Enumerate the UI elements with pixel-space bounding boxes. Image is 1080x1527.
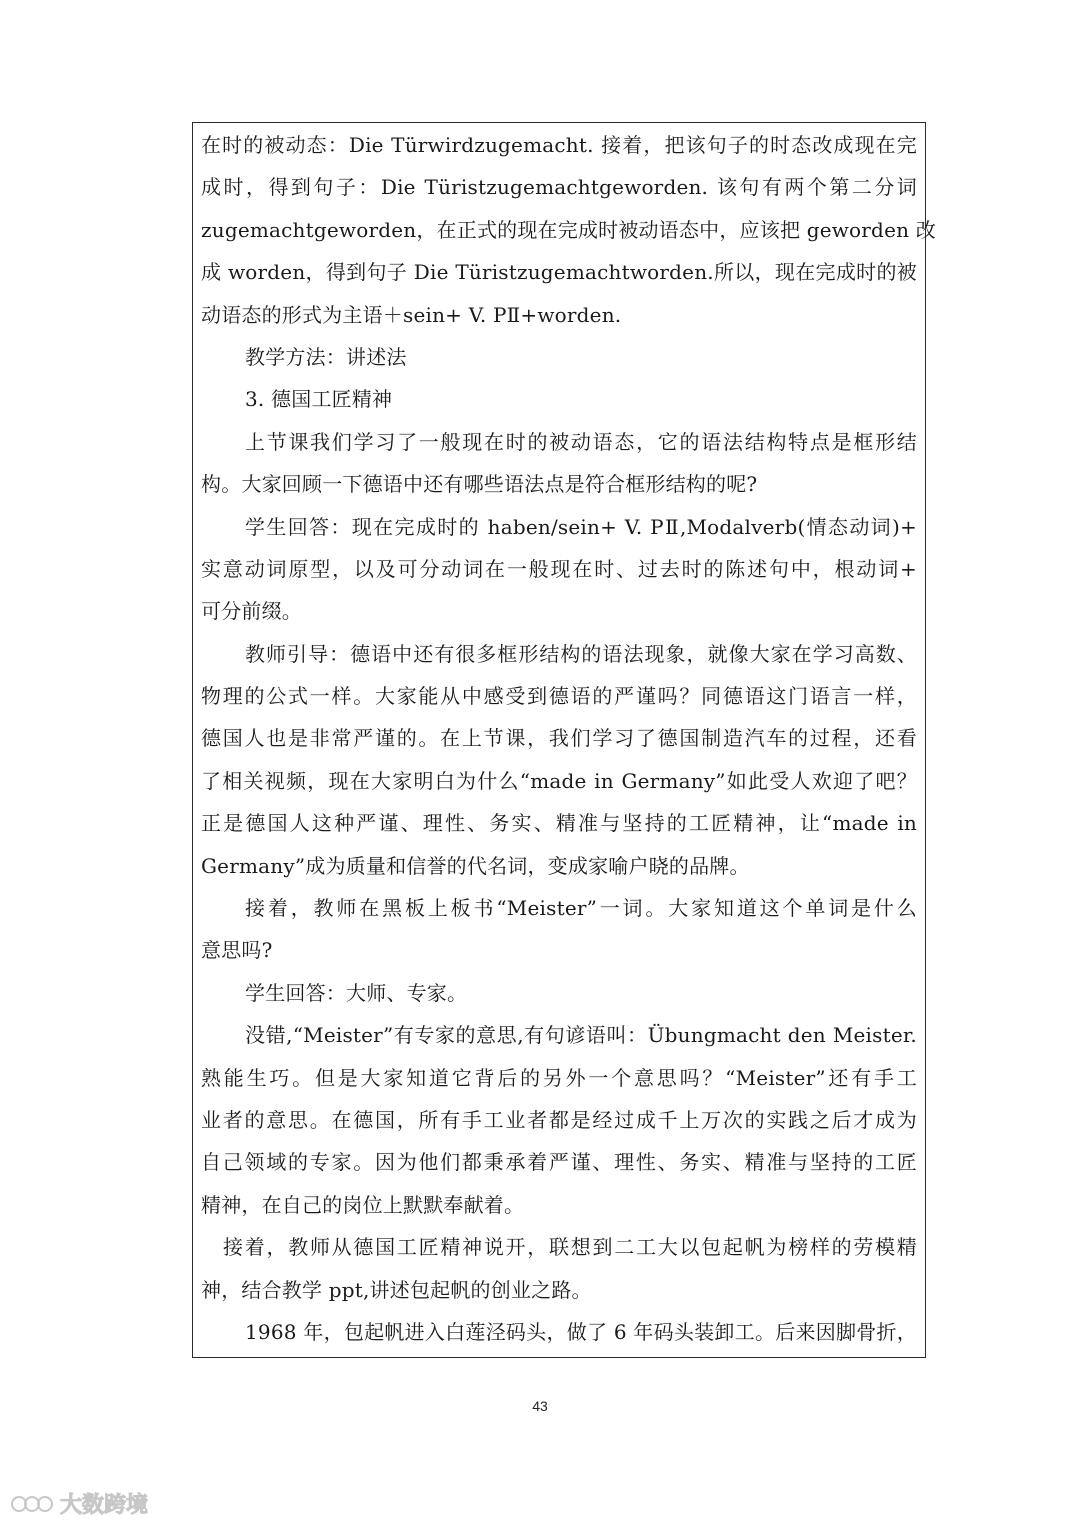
text-line: zugemachtgeworden，在正式的现在完成时被动语态中，应该把 geworden 改 [201, 217, 936, 242]
text-line: 物理的公式一样。大家能从中感受到德语的严谨吗？同德语这门语言一样， [201, 684, 917, 709]
text-line: 成 worden，得到句子 Die Türistzugemachtworden.所以，现在完成时的被 [201, 260, 917, 285]
watermark-logo-icon [10, 1491, 56, 1517]
text-line: 业者的意思。在德国，所有手工业者都是经过成千上万次的实践之后才成为 [201, 1107, 917, 1132]
text-line: 学生回答：现在完成时的 haben/sein+ V. PⅡ,Modalverb(情态动词)+ [245, 514, 917, 539]
text-line: 在时的被动态：Die Türwirdzugemacht. 接着，把该句子的时态改成现在完 [201, 133, 917, 157]
page-number: 43 [532, 1398, 548, 1414]
text-line: 构。大家回顾一下德语中还有哪些语法点是符合框形结构的呢? [201, 472, 758, 497]
text-line: 上节课我们学习了一般现在时的被动语态，它的语法结构特点是框形结 [245, 429, 917, 454]
text-line: 教师引导：德语中还有很多框形结构的语法现象，就像大家在学习高数、 [245, 641, 917, 666]
text-line: 意思吗? [201, 938, 273, 963]
text-line: 成时，得到句子：Die Türistzugemachtgeworden. 该句有两个第二分词 [201, 175, 917, 200]
text-line: 1968 年，包起帆进入白莲泾码头，做了 6 年码头装卸工。后来因脚骨折， [245, 1319, 917, 1344]
text-line: 实意动词原型，以及可分动词在一般现在时、过去时的陈述句中，根动词+ [201, 556, 917, 581]
text-line: 接着，教师在黑板上板书“Meister”一词。大家知道这个单词是什么 [245, 896, 917, 921]
text-line: 自己领域的专家。因为他们都秉承着严谨、理性、务实、精准与坚持的工匠 [201, 1150, 917, 1175]
text-line: Germany”成为质量和信誉的代名词，变成家喻户晓的品牌。 [201, 853, 750, 878]
text-line: 学生回答：大师、专家。 [245, 980, 468, 1005]
text-line: 正是德国人这种严谨、理性、务实、精准与坚持的工匠精神，让“made in [201, 811, 917, 836]
text-line: 接着，教师从德国工匠精神说开，联想到二工大以包起帆为榜样的劳模精 [223, 1235, 917, 1260]
watermark-text: 大数跨境 [60, 1493, 149, 1518]
teaching-method-line: 教学方法：讲述法 [245, 344, 407, 369]
text-line: 精神，在自己的岗位上默默奉献着。 [201, 1192, 525, 1217]
text-line: 可分前缀。 [201, 599, 302, 624]
text-line: 没错,“Meister”有专家的意思,有句谚语叫：Übungmacht den Meister. [245, 1023, 917, 1048]
text-line: 德国人也是非常严谨的。在上节课，我们学习了德国制造汽车的过程，还看 [201, 726, 917, 751]
text-line: 神，结合教学 ppt,讲述包起帆的创业之路。 [201, 1277, 592, 1302]
text-line: 了相关视频，现在大家明白为什么“made in Germany”如此受人欢迎了吧？ [201, 768, 917, 793]
watermark [10, 1488, 148, 1519]
text-line: 熟能生巧。但是大家知道它背后的另外一个意思吗？“Meister”还有手工 [201, 1065, 917, 1090]
section-heading: 3. 德国工匠精神 [245, 387, 393, 412]
document-body [201, 124, 936, 1353]
text-line: 动语态的形式为主语＋sein+ V. PⅡ+worden. [201, 302, 622, 327]
